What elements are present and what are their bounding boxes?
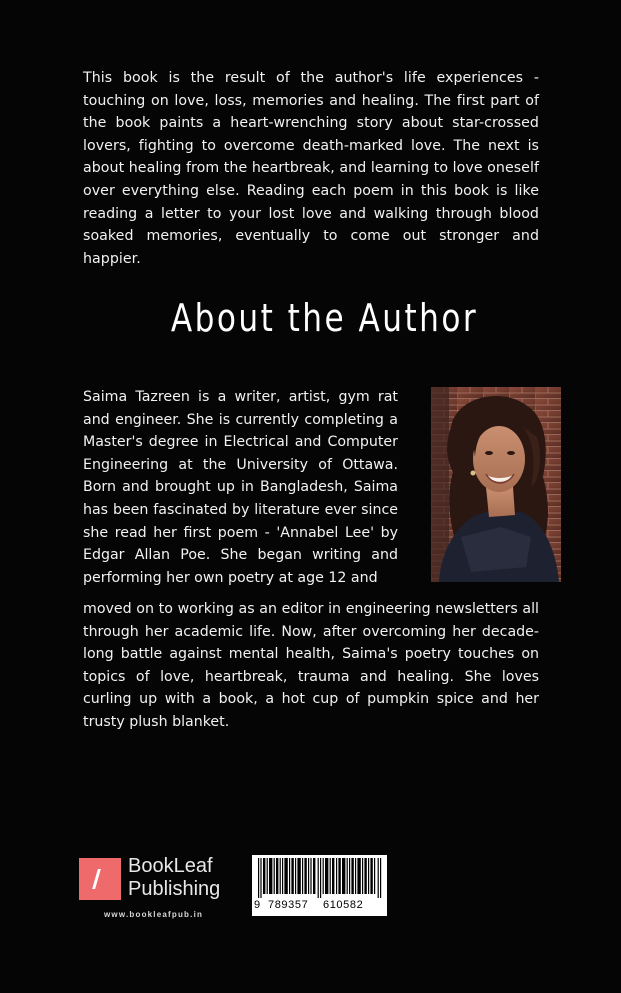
about-author-heading: About the Author [170,296,479,340]
isbn-group-2: 610582 [323,899,364,911]
isbn-barcode [252,855,387,916]
author-bio-part-1: Saima Tazreen is a writer, artist, gym rat and engineer. She is currently completing a Master's degree in Electrical and Computer Engineering at the University of Ottawa. Born and brought up in Bangladesh, Saima has been fascinated by literature ever since she read her first poem - 'Annabel Lee' by Edgar Allan Poe. She began writing and performing her own poetry at age 12 and [83,389,398,586]
isbn-group-1: 789357 [268,899,309,911]
publisher-name-line-1: BookLeaf [128,855,213,877]
isbn-prefix: 9 [254,899,261,911]
author-photo [431,387,561,582]
publisher-logo-mark [79,858,121,900]
book-blurb: This book is the result of the author's life experiences - touching on love, loss, memories and healing. The first part of the book paints a heart-wrenching story about star-crossed lovers, fighting to overcome death-marked love. The next is about healing from the heartbreak, and learning to love oneself over everything else. Reading each poem in this book is like reading a letter to your lost love and walking through blood soaked memories, eventually to come out stronger and happier. [83,70,539,267]
slash-icon [92,869,101,889]
publisher-website: www.bookleafpub.in [104,910,204,919]
barcode-icon [258,858,382,898]
publisher-name-line-2: Publishing [128,878,221,900]
author-bio-part-2: moved on to working as an editor in engineering newsletters all through her academic life. Now, after overcoming her decade-long battle against mental health, Saima's poetry touches on topics of love, heartbreak, trauma and healing. She loves curling up with a book, a hot cup of pumpkin spice and her trusty plush blanket. [83,601,539,730]
author-portrait-image [431,387,561,582]
publisher-logo [79,855,239,925]
